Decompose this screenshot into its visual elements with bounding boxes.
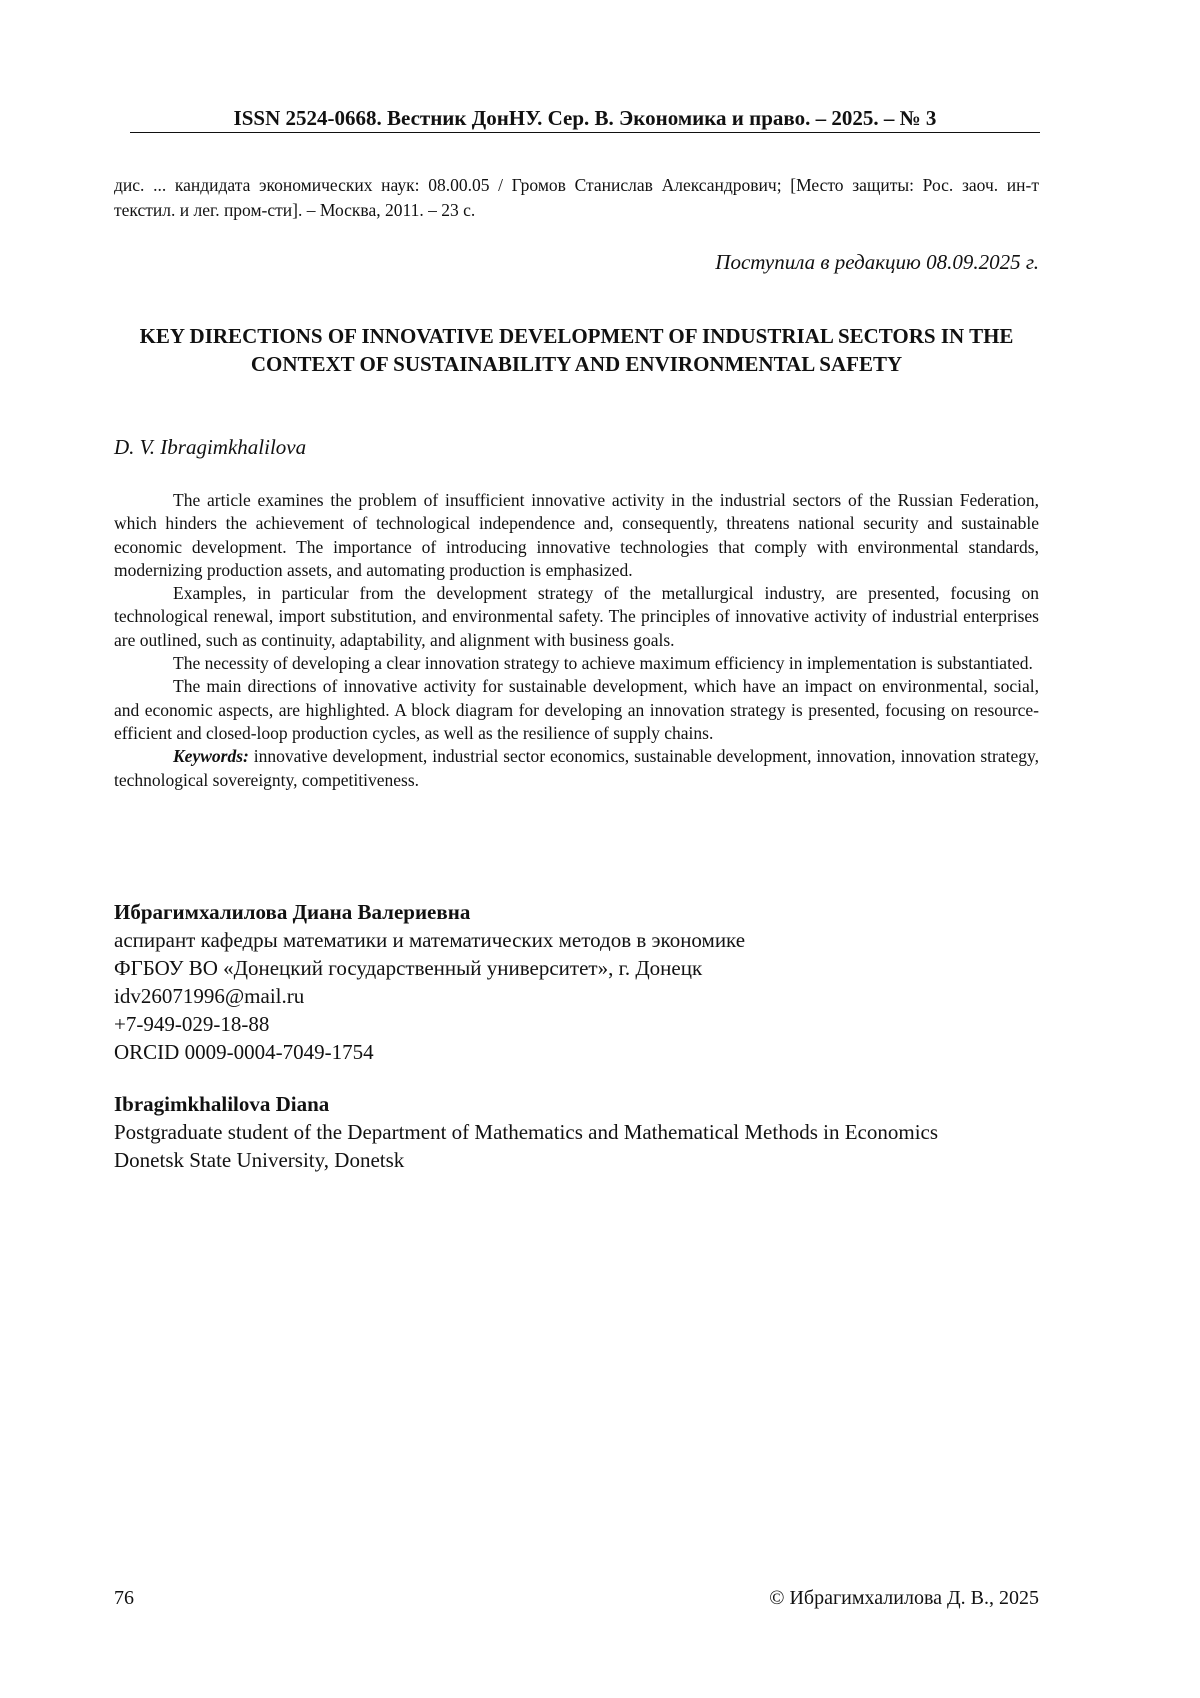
author-position-en: Postgraduate student of the Department of Mathematics and Mathematical Methods in Economics — [114, 1120, 939, 1144]
copyright: © Ибрагимхалилова Д. В., 2025 — [769, 1587, 1039, 1609]
abstract-paragraph: The article examines the problem of insufficient innovative activity in the industrial sectors of the Russian Federation, which hinders the achievement of technological independence and, consequently, threatens national security and sustainable economic development. The importance of introducing innovative technologies that comply with environmental standards, modernizing production assets, and automating production is emphasized. — [114, 490, 1039, 580]
author-name-ru: Ибрагимхалилова Диана Валериевна — [114, 900, 471, 924]
author-name-en: Ibragimkhalilova Diana — [114, 1092, 330, 1116]
header-divider — [130, 132, 1040, 133]
keywords-label: Keywords: — [173, 746, 249, 767]
author-info-en — [114, 1090, 1039, 1174]
journal-header: ISSN 2524-0668. Вестник ДонНУ. Сер. В. Экономика и право. – 2025. – № 3 — [233, 106, 937, 130]
author-organization-en: Donetsk State University, Donetsk — [114, 1148, 405, 1172]
article-title: KEY DIRECTIONS OF INNOVATIVE DEVELOPMENT OF INDUSTRIAL SECTORS IN THE CONTEXT OF SUSTAINABILITY AND ENVIRONMENTAL SAFETY — [139, 324, 1014, 376]
abstract-paragraph: Examples, in particular from the development strategy of the metallurgical industry, are presented, focusing on technological renewal, import substitution, and environmental safety. The principles of innovative activity of industrial enterprises are outlined, such as continuity, adaptability, and alignment with business goals. — [114, 583, 1039, 650]
abstract-paragraph: The main directions of innovative activity for sustainable development, which have an impact on environmental, social, and economic aspects, are highlighted. A block diagram for developing an innovation strategy is presented, focusing on resource-efficient and closed-loop production cycles, as well as the resilience of supply chains. — [114, 676, 1039, 743]
article-author: D. V. Ibragimkhalilova — [114, 435, 307, 459]
page-number: 76 — [114, 1587, 134, 1609]
abstract-paragraph: The necessity of developing a clear innovation strategy to achieve maximum efficiency in implementation is substantiated. — [173, 653, 1033, 674]
author-orcid: ORCID 0009-0004-7049-1754 — [114, 1040, 374, 1064]
abstract — [114, 489, 1039, 792]
keywords — [114, 745, 1039, 792]
author-phone: +7-949-029-18-88 — [114, 1012, 270, 1036]
reference-tail: дис. ... кандидата экономических наук: 08.00.05 / Громов Станислав Александрович; [Место защиты: Рос. заоч. ин-т текстил. и лег. пром-сти]. – Москва, 2011. – 23 с. — [114, 175, 1039, 220]
received-date: Поступила в редакцию 08.09.2025 г. — [715, 250, 1039, 274]
keywords-text: innovative development, industrial sector economics, sustainable development, innovation, innovation strategy, technological sovereignty, competitiveness. — [114, 746, 1039, 790]
author-info-ru — [114, 898, 1039, 1066]
author-organization-ru: ФГБОУ ВО «Донецкий государственный университет», г. Донецк — [114, 956, 703, 980]
author-position-ru: аспирант кафедры математики и математических методов в экономике — [114, 928, 746, 952]
author-email[interactable]: idv26071996@mail.ru — [114, 984, 305, 1008]
